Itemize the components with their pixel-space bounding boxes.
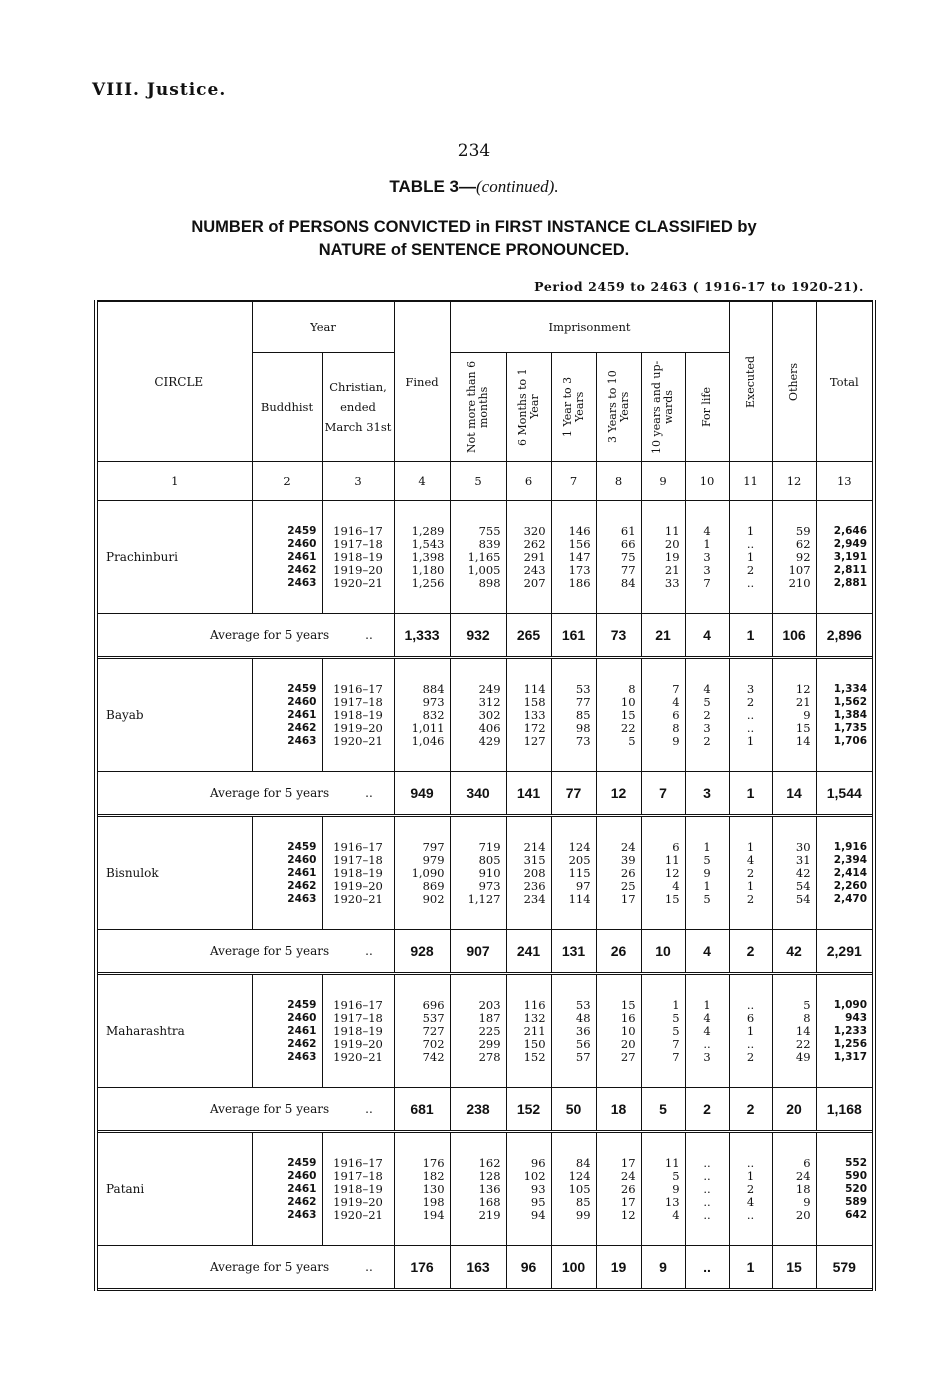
period-label: Period 2459 to 2463 ( 1916-17 to 1920-21). (534, 279, 864, 294)
header-executed: Executed (729, 301, 772, 462)
average-value: 131 (551, 930, 596, 974)
cell-buddhist: 2459 2460 2461 2462 2463 (287, 524, 317, 589)
average-label-text: Average for 5 years (210, 628, 330, 642)
average-value: 340 (450, 772, 506, 816)
column-number: 13 (816, 462, 874, 501)
average-value: 42 (772, 930, 816, 974)
header-6-months-to-1-year: 6 Months to 1 Year (506, 353, 551, 462)
column-number: 8 (596, 462, 641, 501)
cell-c7: 124 205 115 97 114 (568, 839, 591, 906)
header-1-to-3-years: 1 Year to 3 Years (551, 353, 596, 462)
cell-c7: 53 77 85 98 73 (575, 681, 591, 748)
average-value: 19 (596, 1246, 641, 1290)
average-label-text: Average for 5 years (210, 1102, 330, 1116)
average-label (96, 1246, 394, 1290)
average-value: 2 (729, 930, 772, 974)
average-value: 1 (729, 1246, 772, 1290)
table-title-main: TABLE 3— (389, 177, 476, 196)
average-value: 15 (772, 1246, 816, 1290)
cell-c11: 1 .. 1 2 .. (746, 523, 755, 590)
cell-christian: 1916–17 1917–18 1918–19 1919–20 1920–21 (333, 839, 383, 906)
average-value: 2,291 (816, 930, 874, 974)
column-number: 10 (685, 462, 729, 501)
column-number: 3 (322, 462, 394, 501)
cell-c5: 719 805 910 973 1,127 (467, 839, 501, 906)
table-title-continued: (continued). (475, 177, 559, 196)
average-value: 14 (772, 772, 816, 816)
cell-fined: 1,289 1,543 1,398 1,180 1,256 (411, 523, 445, 590)
average-label-text: Average for 5 years (210, 1260, 330, 1274)
average-value: 681 (394, 1088, 450, 1132)
circle-row (96, 1132, 874, 1246)
header-year: Year (252, 301, 394, 353)
average-value: 18 (596, 1088, 641, 1132)
cell-c8: 17 24 26 17 12 (620, 1155, 636, 1222)
column-number: 2 (252, 462, 322, 501)
average-value: 7 (641, 772, 685, 816)
average-value: 1 (729, 772, 772, 816)
average-row (96, 1246, 874, 1290)
average-value: 12 (596, 772, 641, 816)
cell-c6: 116 132 211 150 152 (523, 997, 546, 1064)
average-dots: .. (365, 628, 373, 642)
average-value: 106 (772, 614, 816, 658)
circle-name: Prachinburi (106, 550, 178, 564)
average-row (96, 772, 874, 816)
cell-c13: 1,916 2,394 2,414 2,260 2,470 (833, 840, 868, 905)
cell-c12: 30 31 42 54 54 (795, 839, 811, 906)
column-number: 5 (450, 462, 506, 501)
cell-c12: 5 8 14 22 49 (795, 997, 811, 1064)
circle-name: Patani (106, 1182, 145, 1196)
cell-c8: 15 16 10 20 27 (620, 997, 636, 1064)
average-value: 96 (506, 1246, 551, 1290)
cell-c6: 320 262 291 243 207 (523, 523, 546, 590)
cell-christian: 1916–17 1917–18 1918–19 1919–20 1920–21 (333, 523, 383, 590)
average-value: 50 (551, 1088, 596, 1132)
cell-c5: 203 187 225 299 278 (478, 997, 501, 1064)
cell-fined: 696 537 727 702 742 (422, 997, 445, 1064)
cell-c9: 11 20 19 21 33 (664, 523, 680, 590)
average-value: 949 (394, 772, 450, 816)
cell-fined: 797 979 1,090 869 902 (411, 839, 445, 906)
average-value: 3 (685, 772, 729, 816)
header-for-life: For life (685, 353, 729, 462)
cell-c7: 146 156 147 173 186 (568, 523, 591, 590)
average-label (96, 1088, 394, 1132)
cell-c13: 552 590 520 589 642 (845, 1156, 868, 1221)
cell-c10: 1 5 9 1 5 (703, 839, 711, 906)
header-fined: Fined (394, 301, 450, 462)
average-value: 241 (506, 930, 551, 974)
table-title (0, 177, 948, 197)
cell-c6: 214 315 208 236 234 (523, 839, 546, 906)
cell-c8: 8 10 15 22 5 (620, 681, 636, 748)
average-row (96, 614, 874, 658)
average-value: 163 (450, 1246, 506, 1290)
cell-c11: .. 1 2 4 .. (746, 1155, 755, 1222)
average-value: 5 (641, 1088, 685, 1132)
average-label (96, 614, 394, 658)
average-value: 100 (551, 1246, 596, 1290)
average-value: 2,896 (816, 614, 874, 658)
cell-c10: 4 5 2 3 2 (703, 681, 711, 748)
cell-c11: 3 2 .. .. 1 (746, 681, 755, 748)
average-value: 26 (596, 930, 641, 974)
average-label-text: Average for 5 years (210, 786, 330, 800)
section-label: VIII. Justice. (92, 80, 227, 100)
header-3-to-10-years: 3 Years to 10 Years (596, 353, 641, 462)
cell-c8: 61 66 75 77 84 (620, 523, 636, 590)
cell-c9: 7 4 6 8 9 (672, 681, 680, 748)
heading-line-1: NUMBER of PERSONS CONVICTED in FIRST INSTANCE CLASSIFIED by (191, 218, 757, 236)
circle-name: Maharashtra (106, 1024, 185, 1038)
cell-c6: 96 102 93 95 94 (523, 1155, 546, 1222)
column-number: 4 (394, 462, 450, 501)
average-value: 1,333 (394, 614, 450, 658)
cell-c12: 6 24 18 9 20 (795, 1155, 811, 1222)
average-label (96, 930, 394, 974)
cell-c7: 53 48 36 56 57 (575, 997, 591, 1064)
average-value: 932 (450, 614, 506, 658)
circle-row (96, 501, 874, 614)
cell-c13: 1,090 943 1,233 1,256 1,317 (833, 998, 868, 1063)
table-heading (0, 216, 948, 262)
average-value: 21 (641, 614, 685, 658)
cell-c5: 162 128 136 168 219 (478, 1155, 501, 1222)
average-row (96, 1088, 874, 1132)
column-number: 12 (772, 462, 816, 501)
average-value: 2 (685, 1088, 729, 1132)
average-value: 265 (506, 614, 551, 658)
column-number: 11 (729, 462, 772, 501)
cell-buddhist: 2459 2460 2461 2462 2463 (287, 998, 317, 1063)
cell-c13: 1,334 1,562 1,384 1,735 1,706 (833, 682, 868, 747)
cell-christian: 1916–17 1917–18 1918–19 1919–20 1920–21 (333, 997, 383, 1064)
average-value: 4 (685, 614, 729, 658)
average-value: 1 (729, 614, 772, 658)
average-value: 238 (450, 1088, 506, 1132)
cell-buddhist: 2459 2460 2461 2462 2463 (287, 840, 317, 905)
cell-c11: 1 4 2 1 2 (746, 839, 755, 906)
average-value: 9 (641, 1246, 685, 1290)
average-value: 907 (450, 930, 506, 974)
cell-c12: 59 62 92 107 210 (788, 523, 811, 590)
header-not-more-6-months: Not more than 6 months (450, 353, 506, 462)
header-buddhist: Buddhist (252, 353, 322, 462)
cell-c5: 755 839 1,165 1,005 898 (467, 523, 501, 590)
cell-fined: 884 973 832 1,011 1,046 (411, 681, 445, 748)
header-circle: CIRCLE (154, 374, 204, 389)
header-10-years-up: 10 years and up-wards (641, 353, 685, 462)
column-number: 7 (551, 462, 596, 501)
average-value: 152 (506, 1088, 551, 1132)
circle-name: Bayab (106, 708, 144, 722)
average-value: 176 (394, 1246, 450, 1290)
average-dots: .. (365, 1102, 373, 1116)
cell-buddhist: 2459 2460 2461 2462 2463 (287, 682, 317, 747)
circle-name: Bisnulok (106, 866, 159, 880)
average-label (96, 772, 394, 816)
cell-c10: 4 1 3 3 7 (703, 523, 711, 590)
header-total: Total (816, 301, 874, 462)
average-value: 1,168 (816, 1088, 874, 1132)
average-value: 77 (551, 772, 596, 816)
cell-fined: 176 182 130 198 194 (422, 1155, 445, 1222)
cell-c9: 6 11 12 4 15 (664, 839, 680, 906)
conviction-table (94, 300, 876, 1291)
cell-christian: 1916–17 1917–18 1918–19 1919–20 1920–21 (333, 1155, 383, 1222)
cell-c9: 1 5 5 7 7 (672, 997, 680, 1064)
cell-christian: 1916–17 1917–18 1918–19 1919–20 1920–21 (333, 681, 383, 748)
average-value: 20 (772, 1088, 816, 1132)
header-others: Others (772, 301, 816, 462)
heading-line-2: NATURE of SENTENCE PRONOUNCED. (318, 241, 630, 259)
cell-c10: .. .. .. .. .. (703, 1155, 711, 1222)
average-value: 579 (816, 1246, 874, 1290)
column-number: 6 (506, 462, 551, 501)
header-imprisonment: Imprisonment (450, 301, 729, 353)
cell-c8: 24 39 26 25 17 (620, 839, 636, 906)
cell-c5: 249 312 302 406 429 (478, 681, 501, 748)
average-value: 1,544 (816, 772, 874, 816)
page-number: 234 (457, 141, 491, 161)
cell-c11: .. 6 1 .. 2 (746, 997, 755, 1064)
average-value: .. (685, 1246, 729, 1290)
average-dots: .. (365, 786, 373, 800)
cell-buddhist: 2459 2460 2461 2462 2463 (287, 1156, 317, 1221)
average-value: 928 (394, 930, 450, 974)
circle-row (96, 658, 874, 772)
cell-c7: 84 124 105 85 99 (568, 1155, 591, 1222)
average-value: 2 (729, 1088, 772, 1132)
average-value: 161 (551, 614, 596, 658)
average-value: 10 (641, 930, 685, 974)
circle-row (96, 816, 874, 930)
header-christian: Christian, ended March 31st (322, 353, 394, 462)
cell-c13: 2,646 2,949 3,191 2,811 2,881 (833, 524, 868, 589)
average-value: 141 (506, 772, 551, 816)
average-dots: .. (365, 944, 373, 958)
cell-c12: 12 21 9 15 14 (795, 681, 811, 748)
cell-c6: 114 158 133 172 127 (523, 681, 546, 748)
column-number: 9 (641, 462, 685, 501)
average-dots: .. (365, 1260, 373, 1274)
average-label-text: Average for 5 years (210, 944, 330, 958)
average-value: 73 (596, 614, 641, 658)
cell-c9: 11 5 9 13 4 (664, 1155, 680, 1222)
average-value: 4 (685, 930, 729, 974)
column-number: 1 (96, 462, 252, 501)
average-row (96, 930, 874, 974)
circle-row (96, 974, 874, 1088)
cell-c10: 1 4 4 .. 3 (703, 997, 711, 1064)
